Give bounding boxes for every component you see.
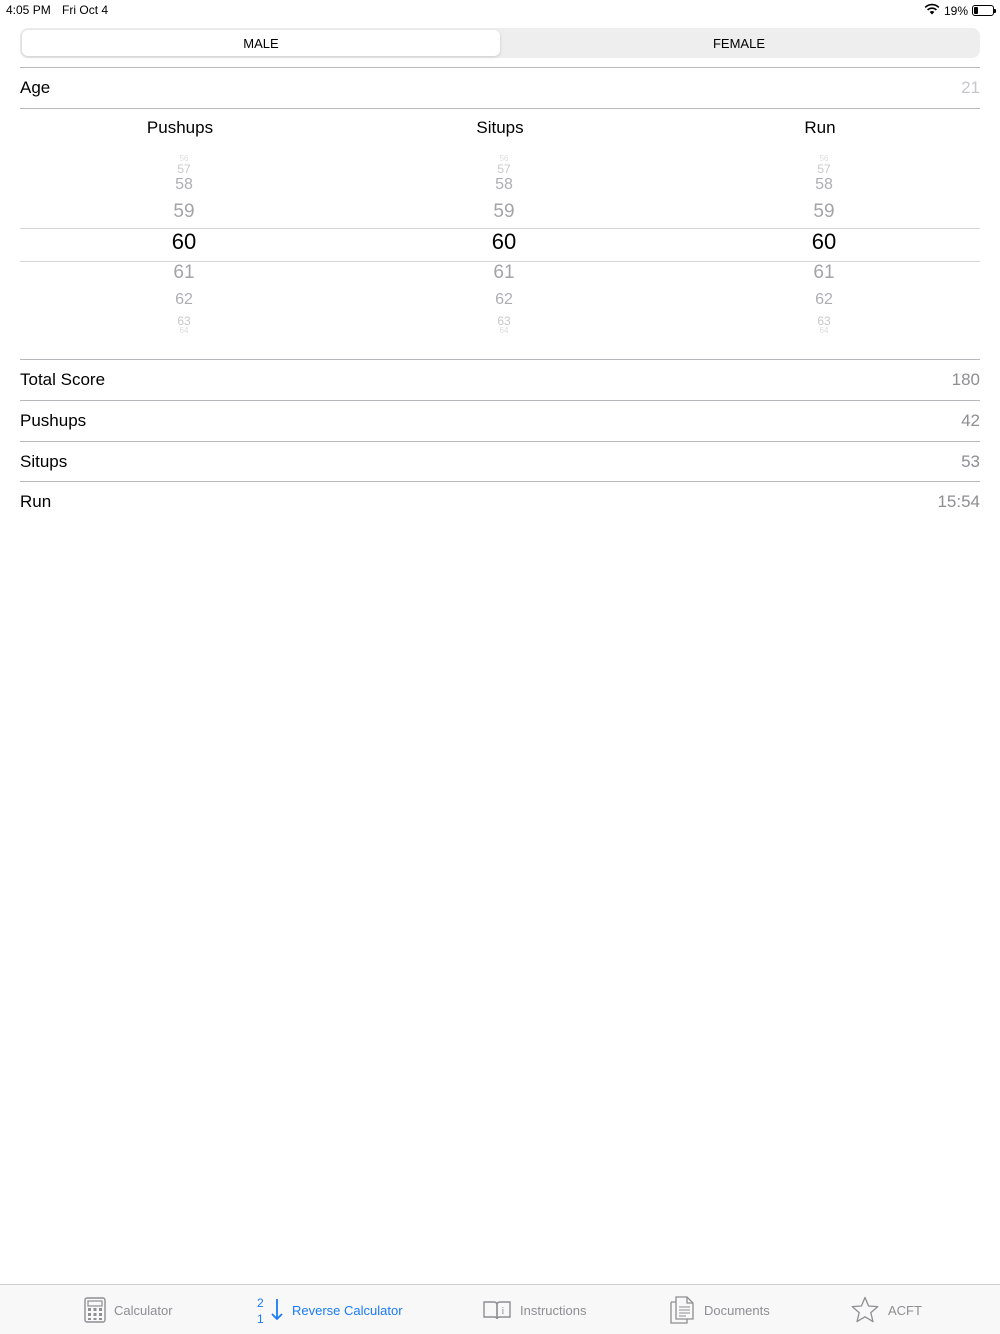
picker-item[interactable]: 61 <box>493 262 515 283</box>
picker-item[interactable]: 64 <box>819 326 829 335</box>
picker-header-run: Run <box>804 118 836 137</box>
documents-icon <box>668 1296 696 1324</box>
tab-label: Instructions <box>520 1302 587 1318</box>
picker-item[interactable]: 57 <box>817 162 831 176</box>
age-label: Age <box>20 78 51 97</box>
battery-icon <box>972 5 994 16</box>
picker-item[interactable]: 63 <box>497 314 511 328</box>
star-icon <box>850 1296 880 1324</box>
picker-item[interactable]: 59 <box>813 201 835 222</box>
tab-calculator[interactable] <box>84 1295 173 1325</box>
result-row-pushups <box>20 401 980 441</box>
result-value: 53 <box>961 452 980 471</box>
result-label: Total Score <box>20 370 106 389</box>
picker-item-selected[interactable]: 60 <box>171 229 197 254</box>
tab-reverse-calculator[interactable] <box>256 1295 403 1325</box>
age-row[interactable] <box>20 68 980 108</box>
tab-label: ACFT <box>888 1302 922 1318</box>
picker-item[interactable]: 61 <box>813 262 835 283</box>
book-icon <box>482 1299 512 1321</box>
result-label: Situps <box>20 452 68 471</box>
picker-column-run[interactable] <box>724 155 924 335</box>
result-row-run <box>20 482 980 522</box>
picker-item[interactable]: 56 <box>819 154 829 163</box>
picker-item[interactable]: 64 <box>179 326 189 335</box>
calculator-icon <box>84 1297 106 1323</box>
age-value: 21 <box>961 78 980 97</box>
gender-segmented-control <box>20 28 980 58</box>
segment-male[interactable]: MALE <box>22 30 500 56</box>
picker-item[interactable]: 57 <box>177 162 191 176</box>
result-value: 180 <box>951 370 980 389</box>
result-label: Run <box>20 492 52 511</box>
picker-header-pushups: Pushups <box>146 118 214 137</box>
status-bar <box>0 0 1000 20</box>
result-label: Pushups <box>20 411 87 430</box>
picker-item[interactable]: 58 <box>175 176 193 193</box>
sort-down-icon <box>256 1295 284 1325</box>
picker-item[interactable]: 56 <box>179 154 189 163</box>
picker-item[interactable]: 62 <box>495 291 513 308</box>
picker-column-pushups[interactable] <box>84 155 284 335</box>
picker-item-selected[interactable]: 60 <box>491 229 517 254</box>
status-time: 4:05 PM <box>6 3 51 17</box>
picker-item[interactable]: 62 <box>815 291 833 308</box>
result-value: 15:54 <box>937 492 980 511</box>
picker-item[interactable]: 59 <box>493 201 515 222</box>
picker-item[interactable]: 59 <box>173 201 195 222</box>
tab-label: Calculator <box>114 1302 173 1318</box>
picker-item[interactable]: 58 <box>495 176 513 193</box>
picker-header-situps: Situps <box>476 118 524 137</box>
segment-female[interactable]: FEMALE <box>712 35 765 51</box>
svg-text:1: 1 <box>257 1312 264 1325</box>
svg-text:i: i <box>501 1306 505 1317</box>
picker-item[interactable]: 63 <box>177 314 191 328</box>
result-value: 42 <box>961 411 980 430</box>
tab-documents[interactable] <box>668 1295 770 1325</box>
tab-label: Reverse Calculator <box>292 1302 403 1318</box>
status-date: Fri Oct 4 <box>62 3 109 17</box>
picker-item[interactable]: 61 <box>173 262 195 283</box>
result-row-situps <box>20 442 980 482</box>
picker-column-situps[interactable] <box>404 155 604 335</box>
wifi-icon <box>924 3 940 18</box>
picker-item[interactable]: 64 <box>499 326 509 335</box>
tab-instructions[interactable] <box>482 1295 586 1325</box>
svg-text:2: 2 <box>257 1296 264 1310</box>
result-row-total-score <box>20 360 980 400</box>
tab-acft[interactable] <box>850 1295 922 1325</box>
picker-item[interactable]: 62 <box>175 291 193 308</box>
picker-item[interactable]: 58 <box>815 176 833 193</box>
tab-bar <box>0 1284 1000 1334</box>
tab-label: Documents <box>704 1302 770 1318</box>
divider <box>20 108 980 109</box>
picker-item[interactable]: 63 <box>817 314 831 328</box>
picker-item-selected[interactable]: 60 <box>811 229 837 254</box>
picker-item[interactable]: 57 <box>497 162 511 176</box>
battery-percent: 19% <box>943 3 968 18</box>
picker-item[interactable]: 56 <box>499 154 509 163</box>
